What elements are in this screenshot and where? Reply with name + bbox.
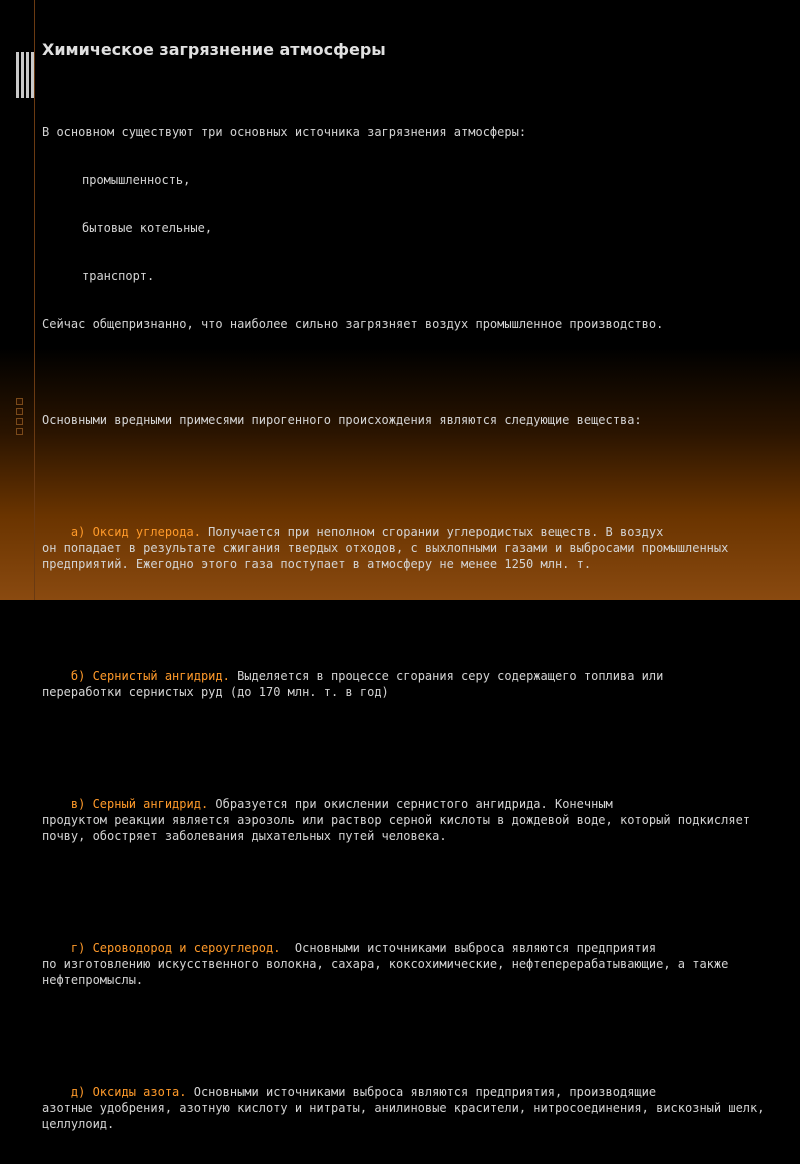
intro-text: В основном существуют три основных источника загрязнения атмосферы:: [42, 125, 527, 139]
decor-bar: [16, 52, 19, 98]
decor-bar: [21, 52, 24, 98]
item-d: [42, 1084, 782, 1132]
decor-bar: [31, 52, 34, 98]
source-item: транспорт.: [82, 269, 155, 283]
item-text: Получается при неполном сгорании углеродистых веществ. В воздух: [200, 525, 664, 539]
item-heading: б) Сернистый ангидрид.: [70, 669, 230, 683]
item-text: по изготовлению искусственного волокна, сахара, коксохимические, нефтеперерабатывающие, а также нефтепромыслы.: [42, 957, 736, 987]
item-text: переработки сернистых руд (до 170 млн. т. в год): [42, 685, 389, 699]
item-a: [42, 524, 782, 572]
slide-title: Химическое загрязнение атмосферы: [42, 40, 386, 59]
decor-square: [16, 398, 23, 405]
margin-line: [34, 0, 35, 600]
item-heading: г) Сероводород и сероуглерод.: [70, 941, 281, 955]
item-text: Образуется при окислении сернистого ангидрида. Конечным: [208, 797, 613, 811]
item-text: Основными источниками выброса являются предприятия: [280, 941, 657, 955]
item-text: Выделяется в процессе сгорания серу содержащего топлива или: [229, 669, 664, 683]
decor-square: [16, 408, 23, 415]
decor-bar: [26, 52, 29, 98]
decor-square: [16, 428, 23, 435]
item-heading: в) Серный ангидрид.: [70, 797, 209, 811]
decor-square: [16, 418, 23, 425]
statement-text: Сейчас общепризнанно, что наиболее сильно загрязняет воздух промышленное производство.: [42, 317, 664, 331]
item-text: азотные удобрения, азотную кислоту и нитраты, анилиновые красители, нитросоединения, вискозный шелк, целлулоид.: [42, 1101, 772, 1131]
item-b: [42, 668, 782, 700]
item-heading: а) Оксид углерода.: [70, 525, 201, 539]
lead-text: Основными вредными примесями пирогенного происхождения являются следующие вещества:: [42, 413, 642, 427]
item-text: Основными источниками выброса являются предприятия, производящие: [186, 1085, 657, 1099]
source-item: промышленность,: [82, 173, 191, 187]
item-text: он попадает в результате сжигания твердых отходов, с выхлопными газами и выбросами промышленных предприятий. Ежегодно этого газа поступает в атмосферу не менее 1250 млн. т.: [42, 541, 736, 571]
slide-content: [42, 8, 782, 1164]
item-g: [42, 940, 782, 988]
source-item: бытовые котельные,: [82, 221, 213, 235]
item-v: [42, 796, 782, 844]
item-heading: д) Оксиды азота.: [70, 1085, 187, 1099]
item-text: продуктом реакции является аэрозоль или раствор серной кислоты в дождевой воде, который подкисляет почву, обостряет заболевания дыхательных путей человека.: [42, 813, 758, 843]
